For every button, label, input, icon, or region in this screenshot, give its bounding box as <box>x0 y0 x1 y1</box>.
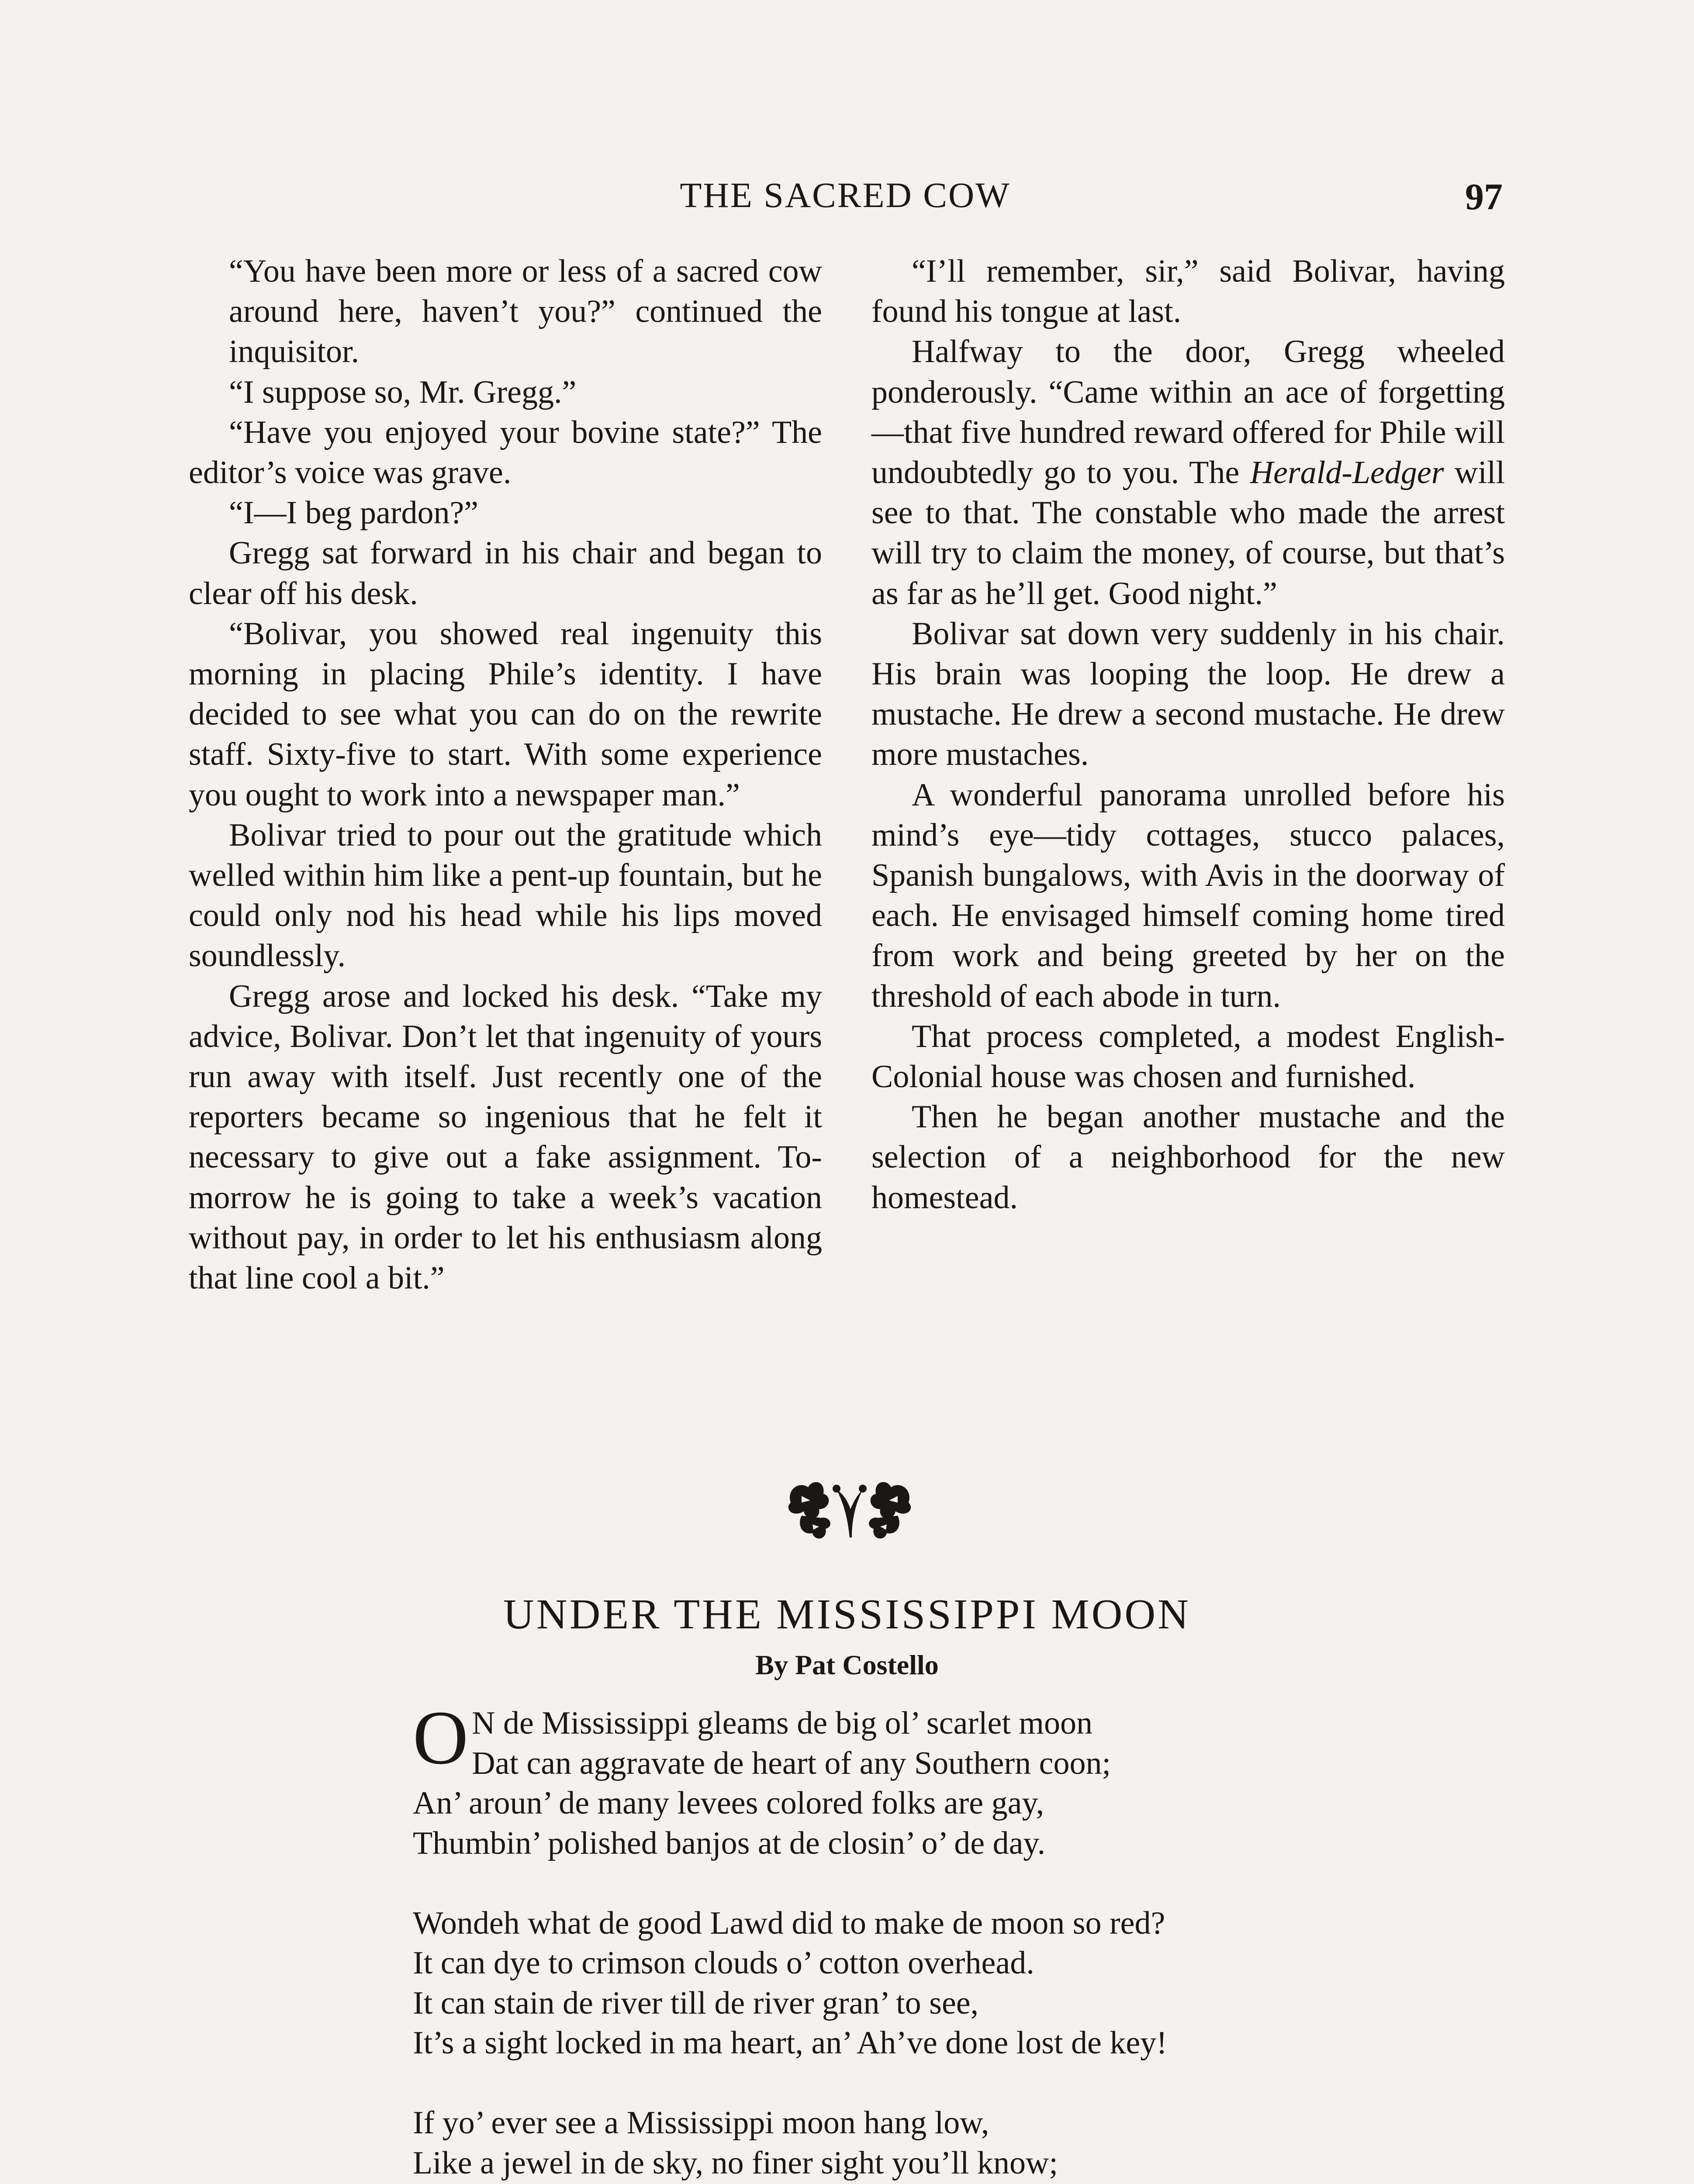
poem-byline: By Pat Costello <box>755 1649 939 1680</box>
poem-line: It can stain de river till de river gran’ to see, <box>413 1985 979 2021</box>
poem-line: If yo’ ever see a Mississippi moon hang low, <box>413 2105 989 2141</box>
story-text: Halfway to the door, Gregg wheeled ponderously. “Came within an ace of forgetting—that five hundred reward offered for Phile will undoubtedly go to you. The <box>871 334 1505 491</box>
poem-line: Wondeh what de good Lawd did to make de moon so red? <box>413 1905 1165 1941</box>
story-paragraph: “Bolivar, you showed real ingenuity this morning in placing Phile’s identity. I have decided to see what you can do on the rewrite staff. Sixty-five to start. With some experience you ought to work into a newspaper man.” <box>189 615 822 813</box>
story-paragraph: Bolivar tried to pour out the gratitude which welled within him like a pent-up fountain, but he could only nod his head while his lips moved soundlessly. <box>189 817 822 974</box>
running-title: THE SACRED COW <box>680 175 1011 215</box>
poem-line: It’s a sight locked in ma heart, an’ Ah’ve done lost de key! <box>413 2025 1167 2061</box>
story-paragraph: Bolivar sat down very suddenly in his chair. His brain was looping the loop. He drew a mustache. He drew a second mustache. He drew more mustaches. <box>871 615 1505 773</box>
story-text: will see to that. The constable who made the arrest will try to claim the money, of course, but that’s as far as he’ll get. Good night.” <box>871 455 1505 612</box>
poem-line: Dat can aggravate de heart of any Southern coon; <box>472 1745 1111 1781</box>
poem-line: Like a jewel in de sky, no finer sight you’ll know; <box>413 2145 1058 2181</box>
page-number: 97 <box>1465 176 1503 218</box>
poem-stanza <box>413 1904 1417 2063</box>
drop-cap: O <box>413 1695 469 1780</box>
poem-line: N de Mississippi gleams de big ol’ scarlet moon <box>472 1705 1092 1741</box>
poem-stanza <box>413 2103 1417 2184</box>
poem-line: Thumbin’ polished banjos at de closin’ o’ de day. <box>413 1825 1046 1861</box>
vine-ornament-icon <box>782 1476 917 1546</box>
page-header <box>188 175 1503 227</box>
story-paragraph: “Have you enjoyed your bovine state?” The editor’s voice was grave. <box>189 414 822 491</box>
story-paragraph: Then he began another mustache and the selection of a neighborhood for the new homestead. <box>871 1099 1505 1216</box>
story-paragraph: “I—I beg pardon?” <box>229 495 479 531</box>
story-paragraph <box>871 332 1505 613</box>
story-paragraph: Gregg sat forward in his chair and began to clear off his desk. <box>189 535 822 612</box>
story-paragraph: “You have been more or less of a sacred cow around here, haven’t you?” continued the inquisitor. <box>229 253 822 370</box>
story-paragraph: That process completed, a modest English-Colonial house was chosen and furnished. <box>871 1018 1505 1095</box>
story-left-column <box>189 251 822 1298</box>
story-paragraph: Gregg arose and locked his desk. “Take my advice, Bolivar. Don’t let that ingenuity of yours run away with itself. Just recently one of the reporters became so ingenious that he felt it necessary to give out a fake assignment. To-morrow he is going to take a week’s vacation without pay, in order to let his enthusiasm along that line cool a bit.” <box>189 978 822 1296</box>
story-paragraph: A wonderful panorama unrolled before his mind’s eye—tidy cottages, stucco palaces, Spanish bungalows, with Avis in the doorway of each. He envisaged himself coming home tired from work and being greeted by her on the threshold of each abode in turn. <box>871 777 1505 1014</box>
story-right-column <box>871 251 1505 1218</box>
poem-line: It can dye to crimson clouds o’ cotton overhead. <box>413 1945 1034 1981</box>
poem-body <box>413 1695 1417 2184</box>
poem-line: An’ aroun’ de many levees colored folks are gay, <box>413 1785 1044 1821</box>
newspaper-name: Herald-Ledger <box>1250 455 1444 491</box>
story-paragraph: “I suppose so, Mr. Gregg.” <box>229 374 577 410</box>
story-paragraph: “I’ll remember, sir,” said Bolivar, having found his tongue at last. <box>871 253 1505 330</box>
poem-title: UNDER THE MISSISSIPPI MOON <box>503 1591 1191 1638</box>
poem-stanza <box>413 1695 1417 1863</box>
